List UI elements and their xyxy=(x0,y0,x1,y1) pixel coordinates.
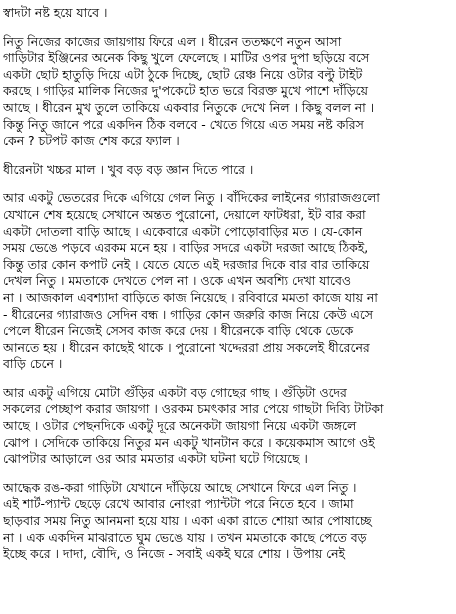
text-line: ধীরেনটা খচ্চর মাল । খুব বড় বড় জ্ঞান দিতে পারে । xyxy=(3,161,254,177)
text-line: বাড়ি চেনে । xyxy=(3,356,63,372)
paragraph-gap xyxy=(3,150,453,162)
paragraph-gap xyxy=(3,22,453,34)
paragraph xyxy=(3,190,453,373)
paragraph-gap xyxy=(3,468,453,480)
text-line: আনতে হয় । ধীরেন কাছেই থাকে । পুরোনো খদ্দেররা প্রায় সকলেই ধীরেনের xyxy=(3,339,370,355)
text-line: আছে । ওটার পেছনদিকে একটু দূরে অনেকটা জায়গা নিয়ে একটা জঙ্গলে xyxy=(3,418,357,434)
text-line: না । এক একদিন মাঝরাতে ঘুম ভেঙে যায় । তখন মমতাকে কাছে পেতে বড় xyxy=(3,529,367,545)
text-line: ঝোপটার আড়ালে ওর আর মমতার একটা ঘটনা ঘটে গিয়েছে । xyxy=(3,451,308,467)
text-line: দেখল নিতু । মমতাকে দেখতে পেল না । ওকে এখন অবশ্যি দেখা যাবেও xyxy=(3,273,351,289)
text-line: না । আজকাল এবশ্যাদা বাড়িতে কাজ নিয়েছে । রবিবারে মমতা কাজে যায় না xyxy=(3,289,378,305)
text-line: কিন্তু তার কোন কপাট নেই । যেতে যেতে এই দরজার দিকে বার বার তাকিয়ে xyxy=(3,256,370,272)
text-line: কেন ? চটপট কাজ শেষ করে ফ্যাল । xyxy=(3,133,180,149)
paragraph xyxy=(3,34,453,150)
text-line: - ধীরেনের গ্যারাজও সেদিন বন্ধ । গাড়ির কোন জরুরি কাজ নিয়ে কেউ এসে xyxy=(3,306,373,322)
text-line: ইচ্ছে করে । দাদা, বৌদি, ও নিজে - সবাই একই ঘরে শোয় । উপায় নেই xyxy=(3,546,345,562)
paragraph xyxy=(3,385,453,468)
text-line: যেখানে শেষ হয়েছে সেখানে অন্তত পুরোনো, দেয়ালে ফাটধরা, ইট বার করা xyxy=(3,206,366,222)
text-line: সময় ভেঙে পড়বে এরকম মনে হয় । বাড়ির সদরে একটা দরজা আছে ঠিকই, xyxy=(3,240,369,256)
paragraph xyxy=(3,5,453,22)
text-line: একটা ছোট হাতুড়ি দিয়ে এটা ঠুকে দিচ্ছে, ছোট রেঞ্চ নিয়ে ওটার বল্টু টাইট xyxy=(3,66,363,82)
paragraph-gap xyxy=(3,178,453,190)
text-line: সকলের পেচ্ছাপ করার জায়গা । ওরকম চমৎকার সার পেয়ে গাছটা দিব্যি টাটকা xyxy=(3,401,384,417)
text-line: আর একটু ভেতরের দিকে এগিয়ে গেল নিতু । বাঁদিকের লাইনের গ্যারাজগুলো xyxy=(3,190,380,206)
text-line: আর একটু এগিয়ে মোটা গুঁড়ির একটা বড় গোছের গাছ । গুঁড়িটা ওদের xyxy=(3,384,347,400)
text-line: নিতু নিজের কাজের জায়গায় ফিরে এল । ধীরেন ততক্ষণে নতুন আসা xyxy=(3,33,342,49)
text-line: আছে । ধীরেন মুখ তুলে তাকিয়ে একবার নিতুকে দেখে নিল । কিছু বলল না । xyxy=(3,99,375,115)
text-line: পেলে ধীরেন নিজেই সেসব কাজ করে দেয় । ধীরেনকে বাড়ি থেকে ডেকে xyxy=(3,323,354,339)
text-line: আদ্ধেক রঙ-করা গাড়িটা যেখানে দাঁড়িয়ে আছে সেখানে ফিরে এল নিতু । xyxy=(3,479,357,495)
text-line: একটা দোতলা বাড়ি আছে । একেবারে একটা পোড়োবাড়ির মত । যে-কোন xyxy=(3,223,363,239)
text-line: কিন্তু নিতু জানে পরে একদিন ঠিক বলবে - খেতে গিয়ে এত সময় নষ্ট করিস xyxy=(3,116,364,132)
text-line: গাড়িটার ইঞ্জিনের অনেক কিছু খুলে ফেলেছে । মাটির ওপর দুপা ছড়িয়ে বসে xyxy=(3,50,370,66)
text-line: এই শার্ট-প্যান্ট ছেড়ে রেখে আবার নোংরা প্যান্টটা পরে নিতে হবে । জামা xyxy=(3,496,354,512)
text-line: ছাড়বার সময় নিতু আনমনা হয়ে যায় । একা একা রাতে শোয়া আর পোষাচ্ছে xyxy=(3,513,372,529)
text-line: করছে । গাড়ির মালিক নিজের দু'পকেটে হাত ভরে বিরক্ত মুখে পাশে দাঁড়িয়ে xyxy=(3,83,368,99)
paragraph-gap xyxy=(3,373,453,385)
paragraph xyxy=(3,480,453,563)
text-line: ঝোপ । সেদিকে তাকিয়ে নিতুর মন একটু খানটান করে । কয়েকমাস আগে ওই xyxy=(3,434,375,450)
paragraph xyxy=(3,162,453,179)
text-line: স্বাদটা নষ্ট হয়ে যাবে । xyxy=(3,5,108,20)
